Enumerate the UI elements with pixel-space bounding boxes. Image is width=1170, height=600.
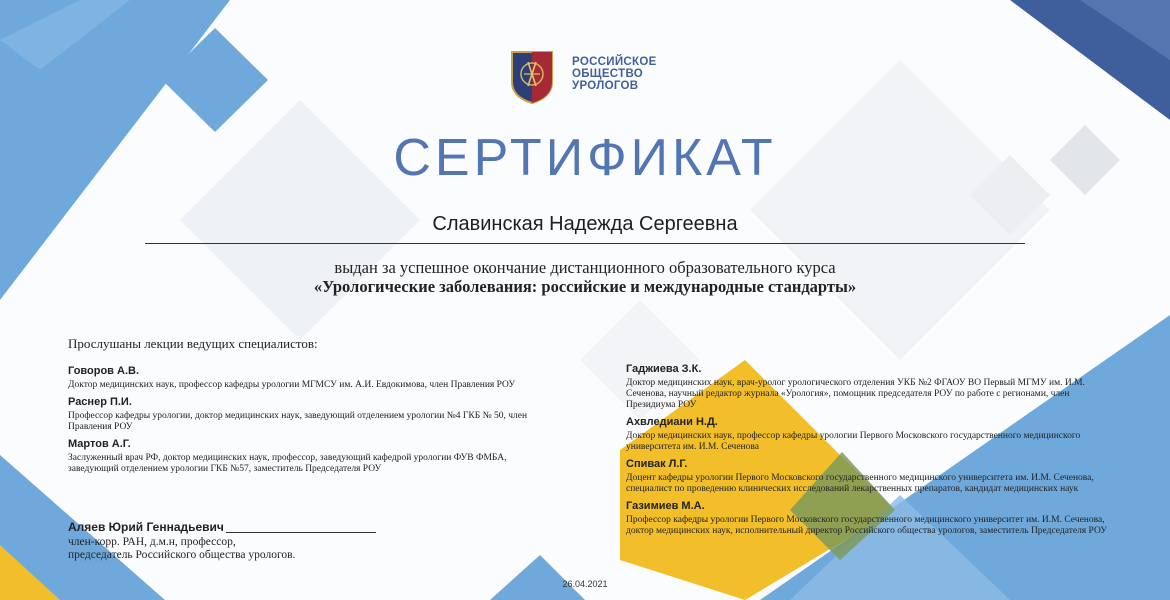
lecturer-description: Профессор кафедры урологии Первого Московского государственного медицинского университет им. И.М. Сеченова, доктор медицинских наук, исполнительный директор Российского общества урологов, заместитель Председателя РОУ (626, 515, 1108, 536)
lecturers-left-column (68, 364, 558, 479)
lecturer-name: Раснер П.И. (68, 396, 132, 408)
lecturer-entry (626, 499, 1116, 537)
signature-line (226, 521, 376, 533)
name-underline (145, 243, 1025, 244)
lecturer-name: Газимиев М.А. (626, 500, 705, 512)
lecturer-name: Говоров А.В. (68, 365, 140, 377)
lecturer-description: Профессор кафедры урологии, доктор медицинских наук, заведующий отделением урологии №4 ГКБ № 50, член Правления РОУ (68, 411, 528, 432)
society-name-line: ОБЩЕСТВО (572, 68, 644, 80)
society-name (572, 56, 657, 92)
issue-date: 26.04.2021 (562, 579, 608, 589)
lecturer-description: Доцент кафедры урологии Первого Московского государственного медицинского университета им. И.М. Сеченова, специалист по проведению клинических исследований лекарственных препаратов, кандидат медицинских наук (626, 473, 1094, 494)
signature-block (68, 518, 376, 562)
lectures-intro: Прослушаны лекции ведущих специалистов: (68, 336, 318, 351)
society-name-line: УРОЛОГОВ (572, 80, 639, 92)
shield-icon (508, 48, 556, 104)
lecturer-entry (626, 457, 1116, 495)
lecturers-right-column (626, 362, 1116, 541)
lecturer-entry (68, 364, 558, 391)
signatory-title: член-корр. РАН, д.м.н, профессор, (68, 536, 236, 548)
lecturer-entry (68, 395, 558, 433)
lecturer-entry (626, 415, 1116, 453)
recipient-name: Славинская Надежда Сергеевна (432, 213, 738, 235)
lecturer-name: Мартов А.Г. (68, 438, 131, 450)
society-name-line: РОССИЙСКОЕ (572, 56, 657, 68)
lecturer-description: Доктор медицинских наук, врач-уролог урологического отделения УКБ №2 ФГАОУ ВО Первый МГМУ им. И.М. Сеченова, научный редактор журнала «Урология», помощник председателя РОУ по работе с регионами, член Президиума РОУ (626, 378, 1085, 410)
issued-for-text: выдан за успешное окончание дистанционного образовательного курса (334, 258, 836, 277)
course-title: «Урологические заболевания: российские и международные стандарты» (313, 277, 857, 296)
certificate-title: СЕРТИФИКАТ (393, 129, 777, 187)
lecturer-name: Гаджиева З.К. (626, 363, 702, 375)
lecturer-name: Ахвледиани Н.Д. (626, 416, 718, 428)
lecturer-description: Заслуженный врач РФ, доктор медицинских наук, профессор, заведующий кафедрой урологии ФУВ ФМБА, заведующий отделением урологии ГКБ №57, заместитель Председателя РОУ (68, 453, 507, 474)
lecturer-entry (68, 437, 558, 475)
lecturer-description: Доктор медицинских наук, профессор кафедры урологии Первого Московского государственного медицинского университета им. И.М. Сеченова (626, 431, 1081, 452)
signatory-name: Аляев Юрий Геннадьевич (68, 520, 224, 534)
lecturer-entry (626, 362, 1116, 411)
lecturer-description: Доктор медицинских наук, профессор кафедры урологии МГМСУ им. А.И. Евдокимова, член Правления РОУ (68, 380, 516, 390)
society-logo (508, 48, 556, 104)
lecturer-name: Спивак Л.Г. (626, 458, 688, 470)
signatory-position: председатель Российского общества урологов. (68, 549, 296, 561)
